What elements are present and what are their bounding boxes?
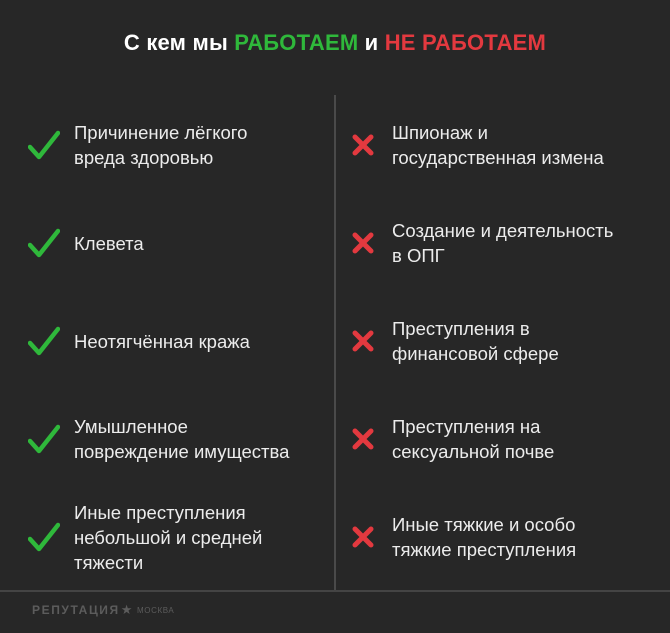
title-prefix: С кем мы [123,30,235,55]
brand-logo [32,602,174,618]
brand-city: МОСКВА [137,605,175,615]
not-works-column [352,96,652,590]
cross-icon [352,428,392,450]
list-item-label: Причинение лёгкого вреда здоровью [74,122,248,168]
list-item [352,390,652,488]
check-icon [28,228,74,258]
list-item [28,194,328,292]
title-middle: и [358,30,385,55]
page-title [0,30,670,56]
list-item [28,96,328,194]
list-item-label: Иные тяжкие и особо тяжкие преступления [392,514,577,560]
cross-icon [352,330,392,352]
check-icon [28,326,74,356]
list-item [352,488,652,586]
check-icon [28,424,74,454]
list-item [28,292,328,390]
list-item-label: Создание и деятельность в ОПГ [392,220,614,266]
cross-icon [352,526,392,548]
cross-icon [352,232,392,254]
brand-name: РЕПУТАЦИЯ [32,603,120,617]
list-item-label: Шпионаж и государственная измена [392,122,604,168]
footer-divider [0,590,670,592]
list-item [352,292,652,390]
list-item [28,488,328,586]
title-not-works: НЕ РАБОТАЕМ [384,30,547,55]
column-divider [334,95,336,590]
list-item [28,390,328,488]
list-item-label: Неотягчённая кража [74,330,250,352]
list-item-label: Иные преступления небольшой и средней тяжести [74,501,263,573]
title-works: РАБОТАЕМ [234,30,359,55]
list-item-label: Преступления в финансовой сфере [392,318,559,364]
star-icon: ★ [120,602,135,617]
cross-icon [352,134,392,156]
check-icon [28,130,74,160]
list-item [352,96,652,194]
check-icon [28,522,74,552]
list-item-label: Умышленное повреждение имущества [74,416,290,462]
works-column [28,96,328,590]
list-item-label: Преступления на сексуальной почве [392,416,555,462]
list-item-label: Клевета [74,232,144,254]
list-item [352,194,652,292]
